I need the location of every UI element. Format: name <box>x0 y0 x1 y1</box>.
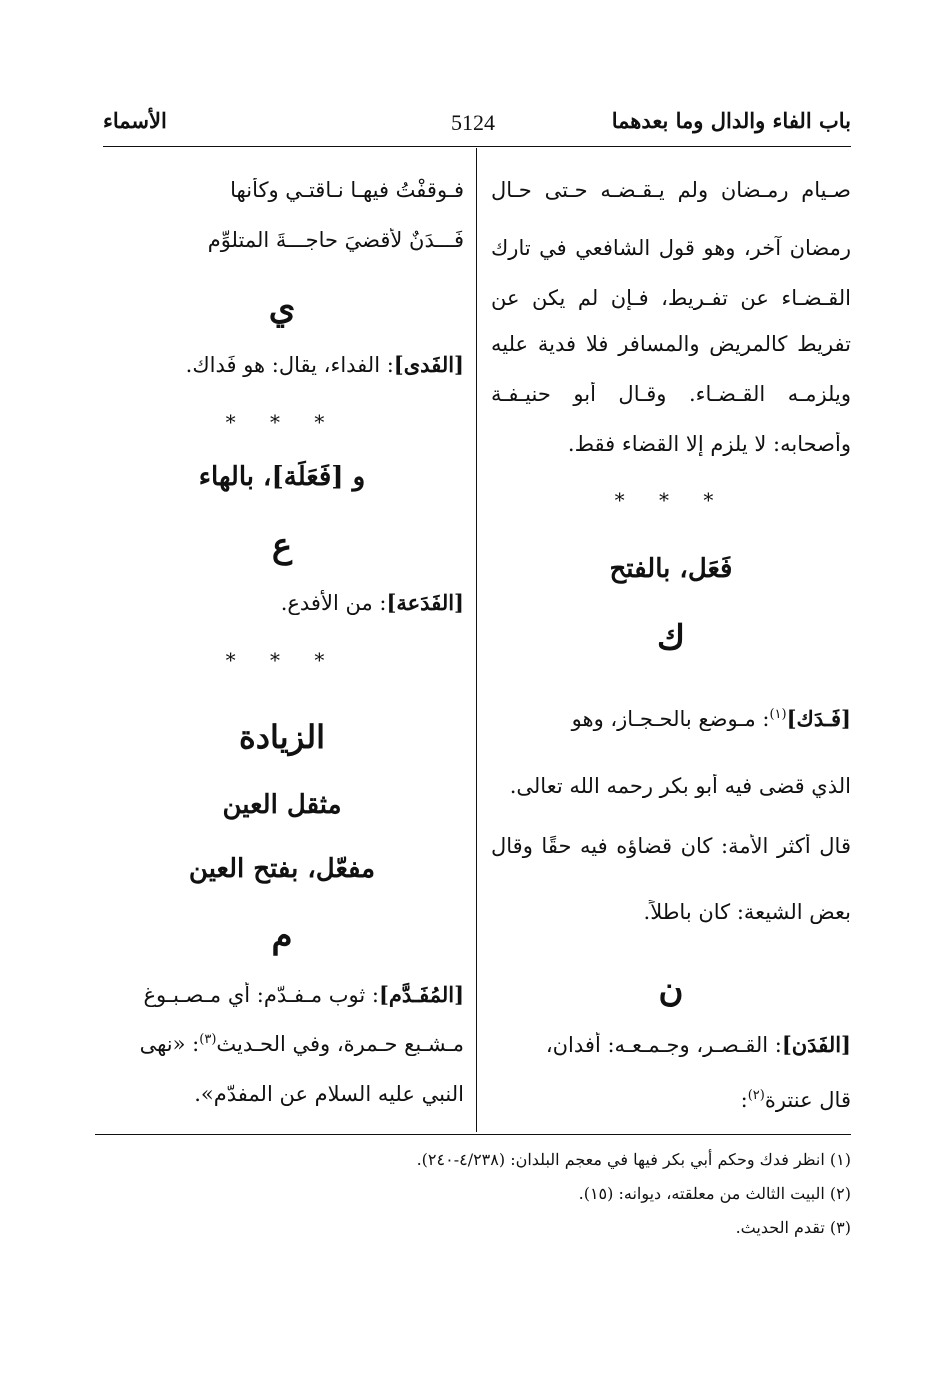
footnote-3: (٣) تقدم الحديث. <box>735 1218 851 1237</box>
text-line: بعض الشيعة: كان باطلاً. <box>643 900 851 924</box>
verse-line-2: فَـــدَنٌ لأقضيَ حاجـــةَ المتلوِّمِ <box>207 228 464 252</box>
text-line: وأصحابه: لا يلزم إلا القضاء فقط. <box>567 432 851 456</box>
verse-line-1: فـوقفْتُ فيهـا نـاقتـي وكأنها <box>230 178 464 202</box>
definition-text: : القـصـر، وجـمـعـه: أفدان، <box>545 1033 782 1057</box>
heading-muthaqqal: مثقل العين <box>222 790 342 820</box>
right-column <box>491 170 851 1130</box>
antara-colon: : <box>740 1088 748 1112</box>
heading-faala: و [فَعَلَة]، بالهاء <box>198 462 366 492</box>
text-line: النبي عليه السلام عن المفدّم». <box>194 1082 464 1106</box>
letter-heading-nun: ن <box>658 970 684 1010</box>
left-column <box>100 170 464 1130</box>
entry-mufaddam <box>100 982 464 1007</box>
definition-text: : الفداء، يقال: هو فَداك. <box>185 353 394 377</box>
header-divider <box>103 146 851 147</box>
entry-fadan <box>491 1032 851 1057</box>
definition-text: : مـوضع بالحـجـاز، وهو <box>571 707 770 731</box>
text-line: رمضان آخر، وهو قول الشافعي في تارك <box>491 236 851 260</box>
footnote-ref: (١) <box>769 707 787 722</box>
text-line: صـيام رمـضان ولم يـقـضـه حـتى حـال <box>491 178 851 202</box>
text-line: القـضـاء عن تفـريط، فـإن لم يكن عن <box>491 286 851 310</box>
column-divider <box>476 148 477 1132</box>
text-line <box>100 1032 464 1056</box>
text-span: : «نهى <box>139 1032 200 1056</box>
footnote-ref: (٢) <box>747 1088 765 1103</box>
definition-text: : ثوب مـفـدّم: أي مـصـبـوغ <box>143 983 379 1007</box>
text-line: ويلزمـه القـضـاء. وقـال أبو حنيـفـة <box>491 382 851 406</box>
letter-heading-ayn: ع <box>271 526 293 566</box>
section-separator: * * * <box>225 648 339 672</box>
letter-heading-kaf: ك <box>656 618 686 658</box>
text-line: قال أكثر الأمة: كان قضاؤه فيه حقًا وقال <box>491 834 851 858</box>
term-fadaa: [الفَدَعة] <box>386 590 464 615</box>
header-chapter-title: باب الفاء والدال وما بعدهما <box>611 108 851 133</box>
definition-text: : من الأفدع. <box>280 591 387 615</box>
section-separator: * * * <box>614 488 728 512</box>
term-mufaddam: [المُفَـدَّم] <box>378 982 464 1007</box>
letter-heading-ya: ي <box>268 288 296 328</box>
term-fadak: [فَـدَك] <box>786 706 851 731</box>
entry-fadak <box>491 706 851 731</box>
header-section-title: الأسماء <box>103 108 167 133</box>
entry-fadaa <box>100 590 464 615</box>
footnote-divider <box>95 1134 851 1135</box>
footnote-1: (١) انظر فدك وحكم أبي بكر فيها في معجم البلدان: (٤/٢٣٨-٢٤٠). <box>416 1150 851 1169</box>
text-span: مـشـبع حـمرة، وفي الحـديث <box>216 1032 464 1056</box>
entry-fada <box>100 352 464 377</box>
term-fada: [الفَدى] <box>393 352 464 377</box>
heading-ziyada: الزيادة <box>239 718 325 756</box>
text-line: الذي قضى فيه أبو بكر رحمه الله تعالى. <box>509 774 851 798</box>
antara-text: قال عنترة <box>764 1088 851 1112</box>
page-number: 5124 <box>451 110 495 135</box>
antara-line <box>491 1088 851 1112</box>
text-line: تفريط كالمريض والمسافر فلا فدية عليه <box>491 332 851 356</box>
heading-mufaal: مفعّل، بفتح العين <box>188 854 376 884</box>
letter-heading-mim: م <box>271 916 293 956</box>
section-separator: * * * <box>225 410 339 434</box>
footnote-ref: (٣) <box>199 1032 217 1047</box>
footnote-2: (٢) البيت الثالث من معلقته، ديوانه: (١٥). <box>578 1184 851 1203</box>
heading-fath: فَعَل، بالفتح <box>609 554 733 584</box>
term-fadan: [الفَدَن] <box>781 1032 851 1057</box>
